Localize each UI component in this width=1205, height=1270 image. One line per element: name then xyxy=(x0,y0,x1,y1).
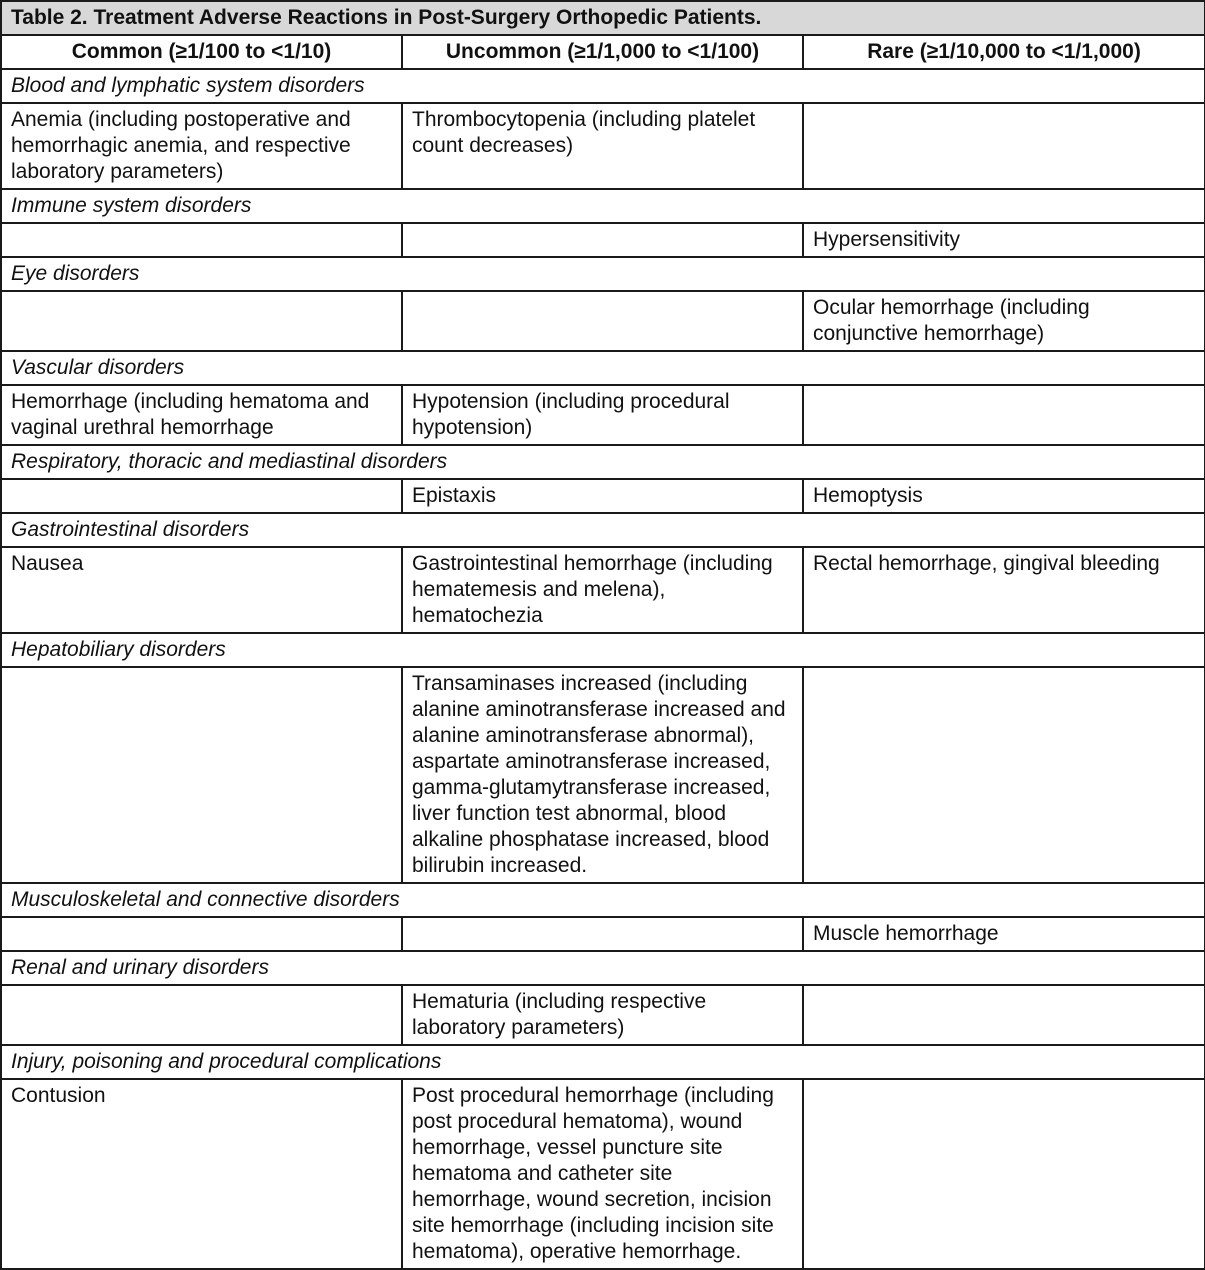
category-label: Gastrointestinal disorders xyxy=(1,513,1205,547)
table-row xyxy=(1,291,1205,351)
cell-common xyxy=(1,291,402,351)
category-row xyxy=(1,69,1205,103)
table-row xyxy=(1,385,1205,445)
category-row xyxy=(1,445,1205,479)
table-row xyxy=(1,223,1205,257)
cell-rare: Hemoptysis xyxy=(803,479,1205,513)
cell-uncommon: Hematuria (including respective laboratory parameters) xyxy=(402,985,803,1045)
cell-common xyxy=(1,479,402,513)
cell-common xyxy=(1,985,402,1045)
cell-rare: Hypersensitivity xyxy=(803,223,1205,257)
category-label: Renal and urinary disorders xyxy=(1,951,1205,985)
header-rare: Rare (≥1/10,000 to <1/1,000) xyxy=(803,35,1205,69)
cell-rare xyxy=(803,385,1205,445)
category-row xyxy=(1,513,1205,547)
category-row xyxy=(1,883,1205,917)
category-label: Injury, poisoning and procedural complications xyxy=(1,1045,1205,1079)
cell-rare: Rectal hemorrhage, gingival bleeding xyxy=(803,547,1205,633)
category-row xyxy=(1,257,1205,291)
cell-uncommon xyxy=(402,917,803,951)
cell-common: Contusion xyxy=(1,1079,402,1269)
cell-common: Anemia (including postoperative and hemorrhagic anemia, and respective laboratory parameters) xyxy=(1,103,402,189)
cell-rare xyxy=(803,985,1205,1045)
table-row xyxy=(1,1079,1205,1269)
table-row xyxy=(1,103,1205,189)
table-row xyxy=(1,985,1205,1045)
cell-uncommon: Post procedural hemorrhage (including post procedural hematoma), wound hemorrhage, vessel puncture site hematoma and catheter site hemorrhage, wound secretion, incision site hemorrhage (including incision site hematoma), operative hemorrhage. xyxy=(402,1079,803,1269)
table-row xyxy=(1,667,1205,883)
cell-common xyxy=(1,917,402,951)
cell-uncommon: Epistaxis xyxy=(402,479,803,513)
header-uncommon: Uncommon (≥1/1,000 to <1/100) xyxy=(402,35,803,69)
category-row xyxy=(1,951,1205,985)
cell-common: Hemorrhage (including hematoma and vaginal urethral hemorrhage xyxy=(1,385,402,445)
table-row xyxy=(1,547,1205,633)
category-label: Immune system disorders xyxy=(1,189,1205,223)
cell-rare: Ocular hemorrhage (including conjunctive hemorrhage) xyxy=(803,291,1205,351)
cell-common: Nausea xyxy=(1,547,402,633)
category-label: Blood and lymphatic system disorders xyxy=(1,69,1205,103)
category-label: Vascular disorders xyxy=(1,351,1205,385)
cell-uncommon xyxy=(402,223,803,257)
category-label: Musculoskeletal and connective disorders xyxy=(1,883,1205,917)
cell-rare xyxy=(803,103,1205,189)
cell-uncommon: Hypotension (including procedural hypotension) xyxy=(402,385,803,445)
category-label: Eye disorders xyxy=(1,257,1205,291)
cell-rare xyxy=(803,1079,1205,1269)
category-label: Hepatobiliary disorders xyxy=(1,633,1205,667)
cell-uncommon: Thrombocytopenia (including platelet count decreases) xyxy=(402,103,803,189)
table-row xyxy=(1,479,1205,513)
category-row xyxy=(1,633,1205,667)
cell-uncommon xyxy=(402,291,803,351)
cell-rare: Muscle hemorrhage xyxy=(803,917,1205,951)
cell-common xyxy=(1,223,402,257)
cell-rare xyxy=(803,667,1205,883)
cell-common xyxy=(1,667,402,883)
category-row xyxy=(1,351,1205,385)
category-row xyxy=(1,189,1205,223)
category-row xyxy=(1,1045,1205,1079)
cell-uncommon: Transaminases increased (including alanine aminotransferase increased and alanine aminotransferase abnormal), aspartate aminotransferase increased, gamma-glutamytransferase increased, liver function test abnormal, blood alkaline phosphatase increased, blood bilirubin increased. xyxy=(402,667,803,883)
cell-uncommon: Gastrointestinal hemorrhage (including hematemesis and melena), hematochezia xyxy=(402,547,803,633)
header-common: Common (≥1/100 to <1/10) xyxy=(1,35,402,69)
table-caption: Table 2. Treatment Adverse Reactions in Post-Surgery Orthopedic Patients. xyxy=(1,1,1205,35)
category-label: Respiratory, thoracic and mediastinal disorders xyxy=(1,445,1205,479)
caption-row xyxy=(1,1,1205,35)
header-row xyxy=(1,35,1205,69)
table-row xyxy=(1,917,1205,951)
